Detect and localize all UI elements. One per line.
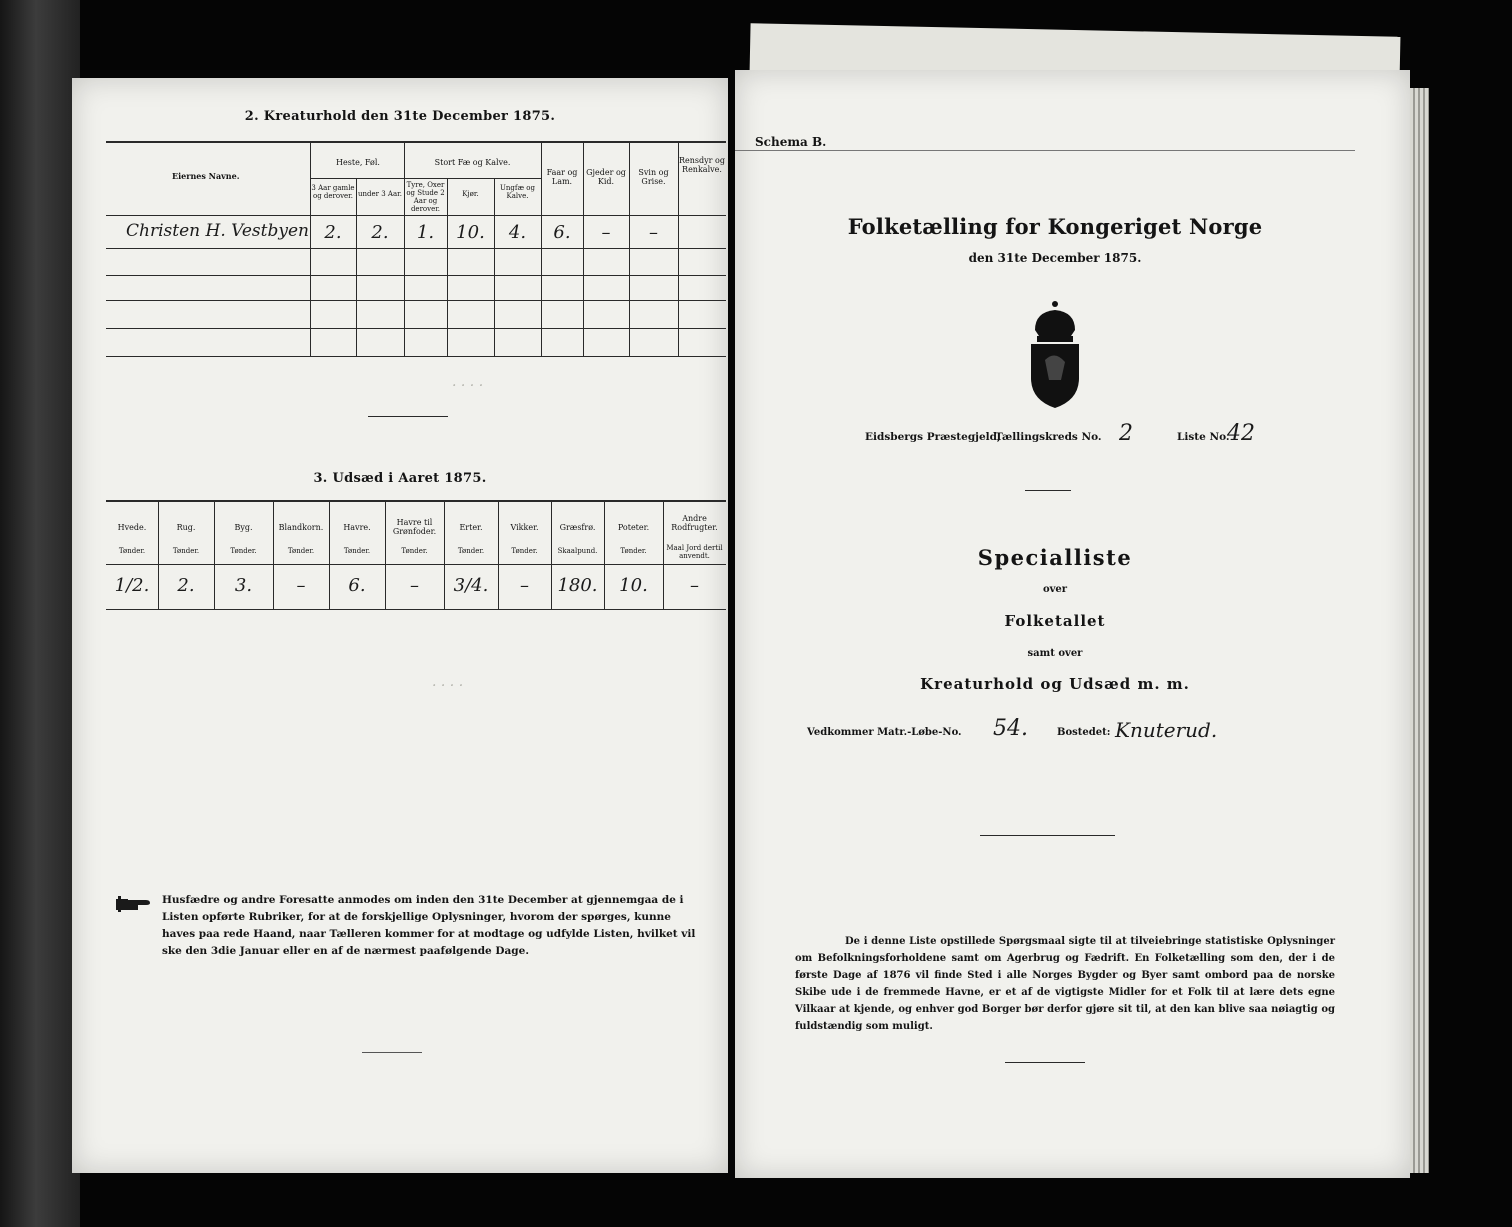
intro-paragraph: De i denne Liste opstillede Spørgsmaal sigte til at tilveiebringe statistiske Oplysninger om Befolkningsforholdene samt om Agerbrug og Fædrift. En Folketælling som den, der i de første Dage af 1876 vil finde Sted i alle Norges Bygder og Byer samt ombord paa de norske Skibe ude i de fremmede Havne, er et af de vigtigste Midler for et Folk til at lære dets egne Vilkaar at kjende, og enhver god Borger bør derfor gjøre sit til, at den kan blive saa nøiagtig og fuldstændig som muligt.	[795, 936, 1335, 1032]
unit-vikker: Tønder.	[511, 547, 538, 555]
scan-background	[0, 0, 80, 1227]
header-heste: Heste, Føl.	[336, 158, 380, 167]
cell-poteter: 10.	[619, 575, 648, 596]
header-rug: Rug.	[176, 523, 196, 532]
district-value: 2	[1119, 421, 1133, 446]
table2-row-rule	[106, 248, 726, 249]
table2-row-rule	[106, 275, 726, 276]
unit-rug: Tønder.	[172, 547, 200, 555]
unit-hvede: Tønder.	[118, 547, 146, 555]
samt-over-label: samt over	[1027, 648, 1083, 659]
subheader-under-3: under 3 Aar.	[358, 190, 402, 198]
table2-col-rule	[310, 141, 311, 356]
header-poteter: Poteter.	[617, 523, 650, 532]
cell-andre-rodfrugter: –	[690, 575, 699, 596]
kreaturhold-heading: Kreaturhold og Udsæd m. m.	[920, 675, 1190, 693]
separator-rule	[1025, 490, 1071, 491]
left-page	[72, 78, 728, 1173]
header-havre: Havre.	[343, 523, 371, 532]
cell-faar: 6.	[553, 222, 571, 243]
unit-poteter: Tønder.	[620, 547, 647, 555]
separator-rule	[368, 416, 448, 417]
coat-of-arms-icon	[1025, 300, 1085, 410]
cell-havre-gronfoder: –	[410, 575, 419, 596]
subheader-tyre: Tyre, Oxer og Stude 2 Aar og derover.	[406, 181, 445, 213]
cell-gjeder: –	[601, 222, 611, 243]
cell-ungfae: 4.	[508, 222, 527, 243]
bottom-rule	[1005, 1062, 1085, 1063]
list-label: Liste No.	[1177, 431, 1230, 443]
header-faar: Faar og Lam.	[546, 168, 578, 186]
table2-col-rule	[404, 141, 405, 356]
separator-rule	[980, 835, 1115, 836]
cell-vikker: –	[520, 575, 529, 596]
table3-header-rule	[106, 564, 726, 565]
header-vikker: Vikker.	[510, 523, 539, 532]
cell-havre: 6.	[348, 575, 366, 596]
specialliste-heading: Specialliste	[977, 545, 1133, 570]
subheader-3-aar: 3 Aar gamle og derover.	[311, 184, 355, 200]
unit-havre: Tønder.	[343, 547, 371, 555]
cell-blandkorn: –	[296, 575, 306, 596]
matr-label: Vedkommer Matr.-Løbe-No.	[807, 727, 962, 738]
cell-heste-3aar: 2.	[324, 222, 342, 243]
header-havre-gronfoder: Havre til Grønfoder.	[392, 518, 437, 536]
section2-title: 2. Kreaturhold den 31te December 1875.	[244, 109, 556, 124]
bleed-through-marks: · · · ·	[432, 678, 464, 694]
main-title: Folketælling for Kongeriget Norge	[847, 214, 1263, 239]
header-hvede: Hvede.	[117, 523, 147, 532]
unit-byg: Tønder.	[230, 547, 257, 555]
subheader-ungfae: Ungfæ og Kalve.	[500, 184, 535, 200]
header-stort-fae: Stort Fæ og Kalve.	[434, 158, 511, 167]
table2-row-rule	[106, 300, 726, 301]
unit-erter: Tønder.	[457, 547, 485, 555]
table2-col-rule	[494, 178, 495, 356]
header-andre-rodfrugter: Andre Rodfrugter.	[671, 514, 718, 532]
header-erter: Erter.	[459, 523, 483, 532]
cell-rug: 2.	[177, 575, 195, 596]
table2-subheader-rule	[404, 178, 541, 179]
folketallet-heading: Folketallet	[1004, 612, 1106, 630]
matr-value: 54.	[993, 716, 1028, 741]
header-blandkorn: Blandkorn.	[278, 523, 324, 532]
header-byg: Byg.	[234, 523, 253, 532]
section3-title: 3. Udsæd i Aaret 1875.	[313, 471, 487, 486]
cell-erter: 3/4.	[453, 575, 489, 596]
table2-row-rule	[106, 328, 726, 329]
table2-col-rule	[356, 178, 357, 356]
header-rensdyr: Rensdyr og Renkalve.	[679, 156, 725, 174]
table3-top-rule	[106, 500, 726, 502]
cell-heste-under3: 2.	[371, 222, 389, 243]
cell-hvede: 1/2.	[114, 575, 150, 596]
owner-name: Christen H. Vestbyen	[126, 221, 309, 241]
bottom-rule	[362, 1052, 422, 1053]
list-value: 42	[1227, 421, 1255, 446]
table2-bottom-rule	[106, 356, 726, 357]
over-label: over	[1042, 584, 1068, 595]
schema-label: Schema B.	[755, 135, 827, 149]
unit-havre-gronfoder: Tønder.	[401, 547, 428, 555]
parish-label: Eidsbergs Præstegjeld,	[865, 431, 1001, 443]
subheader-kjor: Kjør.	[462, 190, 479, 198]
name-column-header: Eiernes Navne.	[172, 171, 240, 181]
right-page	[735, 70, 1410, 1178]
unit-blandkorn: Tønder.	[287, 547, 315, 555]
pointing-hand-icon	[116, 896, 154, 912]
table3-bottom-rule	[106, 609, 726, 610]
header-graesfro: Græsfrø.	[559, 523, 596, 532]
table2-top-rule	[106, 141, 726, 143]
district-label: Tællingskreds No.	[995, 431, 1102, 443]
bosted-value: Knuterud.	[1115, 718, 1218, 742]
cell-graesfro: 180.	[557, 575, 598, 596]
cell-svin: –	[649, 222, 658, 243]
unit-andre-rodfrugter: Maal Jord dertil anvendt.	[666, 544, 723, 560]
cell-byg: 3.	[234, 575, 253, 596]
header-gjeder: Gjeder og Kid.	[586, 168, 626, 186]
unit-graesfro: Skaalpund.	[557, 547, 598, 555]
notice-text: Husfædre og andre Foresatte anmodes om inden den 31te December at gjennemgaa de i Listen opførte Rubriker, for at de forskjellige Oplysninger, hvorom der spørges, kunne haves paa rede Haand, naar Tælleren kommer for at modtage og udfylde Listen, hvilket vil ske den 3die Januar eller en af de nærmest paafølgende Dage.	[162, 894, 696, 957]
table2-col-rule	[447, 178, 448, 356]
cell-kjor: 10.	[456, 222, 485, 243]
table2-subheader-rule	[310, 178, 406, 179]
faint-rule	[735, 150, 1355, 151]
bleed-through-marks: · · · ·	[452, 378, 484, 394]
header-svin: Svin og Grise.	[638, 168, 669, 186]
cell-tyre: 1.	[416, 222, 435, 243]
bosted-label: Bostedet:	[1057, 727, 1111, 738]
date-line: den 31te December 1875.	[968, 251, 1142, 265]
table2-header-rule	[106, 215, 726, 216]
